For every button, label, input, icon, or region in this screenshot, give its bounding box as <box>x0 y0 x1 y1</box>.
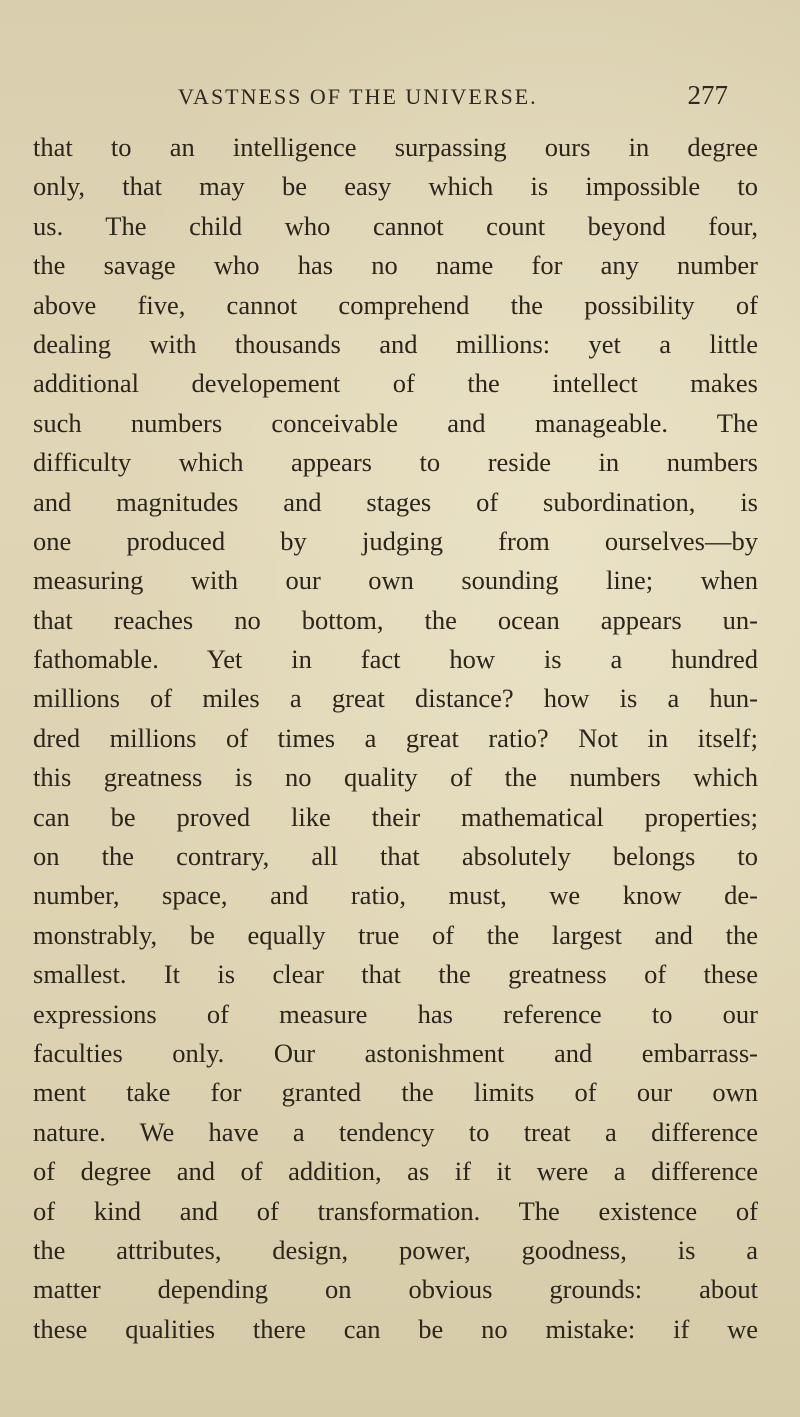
text-line: faculties only. Our astonishment and embarrass- <box>33 1037 758 1068</box>
text-line: smallest. It is clear that the greatness of these <box>33 959 758 990</box>
text-line: matter depending on obvious grounds: about <box>33 1274 758 1305</box>
text-line: measuring with our own sounding line; when <box>33 565 758 596</box>
text-line: of kind and of transformation. The existence of <box>33 1195 758 1226</box>
text-line: millions of miles a great distance? how is a hun- <box>33 683 758 714</box>
text-line: expressions of measure has reference to our <box>33 998 758 1029</box>
text-line: number, space, and ratio, must, we know de- <box>33 880 758 911</box>
text-line: and magnitudes and stages of subordination, is <box>33 486 758 517</box>
text-line: difficulty which appears to reside in numbers <box>33 447 758 478</box>
text-line: such numbers conceivable and manageable. The <box>33 407 758 438</box>
text-line: the attributes, design, power, goodness, is a <box>33 1234 758 1265</box>
page-number: 277 <box>687 80 728 110</box>
text-line: these qualities there can be no mistake: if we <box>33 1313 758 1344</box>
text-line: that reaches no bottom, the ocean appears un- <box>33 604 758 635</box>
text-line: the savage who has no name for any number <box>33 250 758 281</box>
text-line: of degree and of addition, as if it were a difference <box>33 1156 758 1187</box>
text-line: fathomable. Yet in fact how is a hundred <box>33 644 758 675</box>
text-line: monstrably, be equally true of the largest and the <box>33 919 758 950</box>
text-line: ment take for granted the limits of our own <box>33 1077 758 1108</box>
running-title: VASTNESS OF THE UNIVERSE. <box>178 84 538 109</box>
text-line: can be proved like their mathematical properties; <box>33 801 758 832</box>
text-line: us. The child who cannot count beyond four, <box>33 210 758 241</box>
text-line: this greatness is no quality of the numbers which <box>33 762 758 793</box>
text-line: above five, cannot comprehend the possibility of <box>33 289 758 320</box>
text-line: dealing with thousands and millions: yet a little <box>33 328 758 359</box>
text-line: dred millions of times a great ratio? Not in itself; <box>33 722 758 753</box>
text-line: that to an intelligence surpassing ours in degree <box>33 132 758 162</box>
text-line: additional developement of the intellect makes <box>33 368 758 399</box>
text-line: only, that may be easy which is impossible to <box>33 171 758 202</box>
body-text <box>33 128 758 1349</box>
text-line: on the contrary, all that absolutely belongs to <box>33 841 758 872</box>
text-line: nature. We have a tendency to treat a difference <box>33 1116 758 1147</box>
running-head <box>178 78 728 114</box>
text-line: one produced by judging from ourselves—by <box>33 525 758 556</box>
